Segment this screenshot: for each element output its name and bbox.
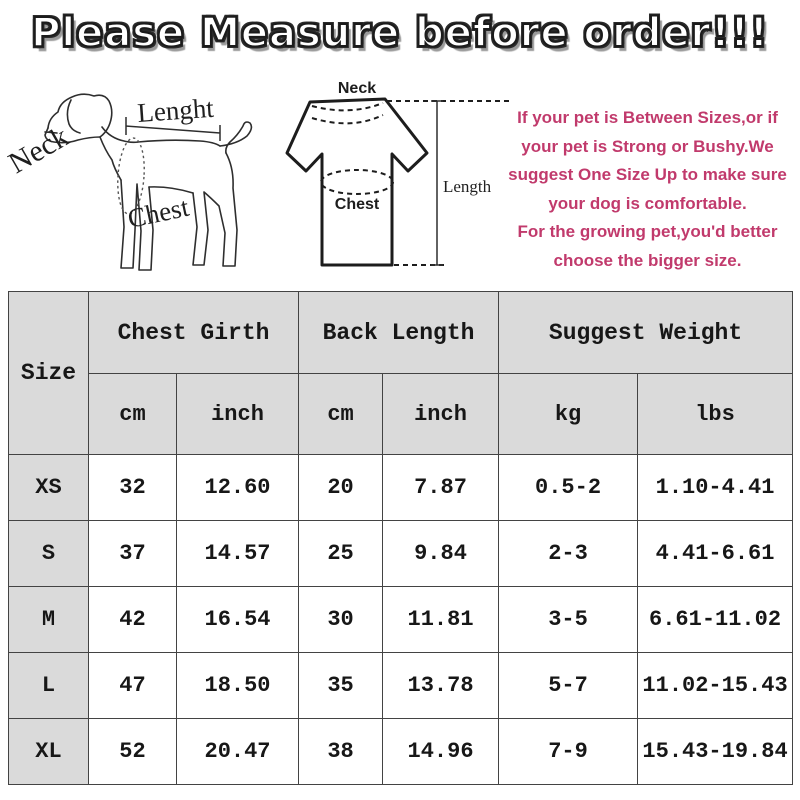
dog-chest-line [100,137,121,180]
advice-text [495,104,800,275]
dog-neck-label: Neck [3,119,75,181]
size-cell: XL [9,719,89,785]
page-title: Please Measure before order!!! [31,10,769,56]
unit-header-chest-cm: cm [89,374,177,455]
value-cell: 13.78 [383,653,499,719]
value-cell: 7.87 [383,455,499,521]
value-cell: 18.50 [177,653,299,719]
advice-line: For the growing pet,you'd better [517,222,778,241]
shirt-outline [287,99,427,265]
col-header-chest-girth: Chest Girth [89,292,299,374]
dog-back-line [138,140,220,146]
table-row [9,521,793,587]
dog-measurement-diagram [0,70,272,292]
unit-header-back-inch: inch [383,374,499,455]
value-cell: 15.43-19.84 [638,719,793,785]
value-cell: 11.02-15.43 [638,653,793,719]
shirt-chest-label: Chest [334,196,380,213]
col-header-back-length: Back Length [299,292,499,374]
value-cell: 0.5-2 [499,455,638,521]
value-cell: 2-3 [499,521,638,587]
value-cell: 37 [89,521,177,587]
dog-rear-legs [193,153,237,266]
value-cell: 38 [299,719,383,785]
advice-line: choose the bigger size. [553,250,742,270]
advice-line: If your pet is Between Sizes,or if [517,108,778,127]
advice-line: your pet is Strong or Bushy.We [521,136,774,156]
shirt-measurement-diagram [278,78,513,293]
value-cell: 4.41-6.61 [638,521,793,587]
value-cell: 5-7 [499,653,638,719]
value-cell: 16.54 [177,587,299,653]
dog-length-label: Lenght [136,92,215,128]
value-cell: 9.84 [383,521,499,587]
unit-header-weight-lbs: lbs [638,374,793,455]
unit-header-chest-inch: inch [177,374,299,455]
value-cell: 6.61-11.02 [638,587,793,653]
table-row [9,653,793,719]
dog-tail [220,122,251,153]
unit-header-weight-kg: kg [499,374,638,455]
table-row [9,455,793,521]
table-unit-row [9,374,793,455]
value-cell: 11.81 [383,587,499,653]
shirt-neck-ellipse [312,103,383,123]
value-cell: 12.60 [177,455,299,521]
value-cell: 3-5 [499,587,638,653]
value-cell: 35 [299,653,383,719]
value-cell: 25 [299,521,383,587]
value-cell: 7-9 [499,719,638,785]
table-header-row [9,292,793,374]
value-cell: 1.10-4.41 [638,455,793,521]
dog-belly-line [149,187,193,193]
dog-ear-line [67,100,80,133]
col-header-size: Size [9,292,89,455]
size-cell: S [9,521,89,587]
value-cell: 20.47 [177,719,299,785]
size-table [8,291,793,785]
value-cell: 42 [89,587,177,653]
value-cell: 14.57 [177,521,299,587]
unit-header-back-cm: cm [299,374,383,455]
table-row [9,587,793,653]
value-cell: 30 [299,587,383,653]
value-cell: 32 [89,455,177,521]
size-cell: L [9,653,89,719]
value-cell: 52 [89,719,177,785]
advice-line: your dog is comfortable. [548,193,747,213]
value-cell: 14.96 [383,719,499,785]
size-cell: M [9,587,89,653]
shirt-neck-label: Neck [337,80,377,97]
table-row [9,719,793,785]
shirt-length-line [431,101,443,265]
shirt-length-label: Length [443,177,492,196]
value-cell: 47 [89,653,177,719]
dog-chest-label: Chest [125,191,192,234]
value-cell: 20 [299,455,383,521]
size-cell: XS [9,455,89,521]
shirt-chest-ellipse [321,170,393,194]
advice-line: suggest One Size Up to make sure [508,165,787,184]
col-header-suggest-weight: Suggest Weight [499,292,793,374]
